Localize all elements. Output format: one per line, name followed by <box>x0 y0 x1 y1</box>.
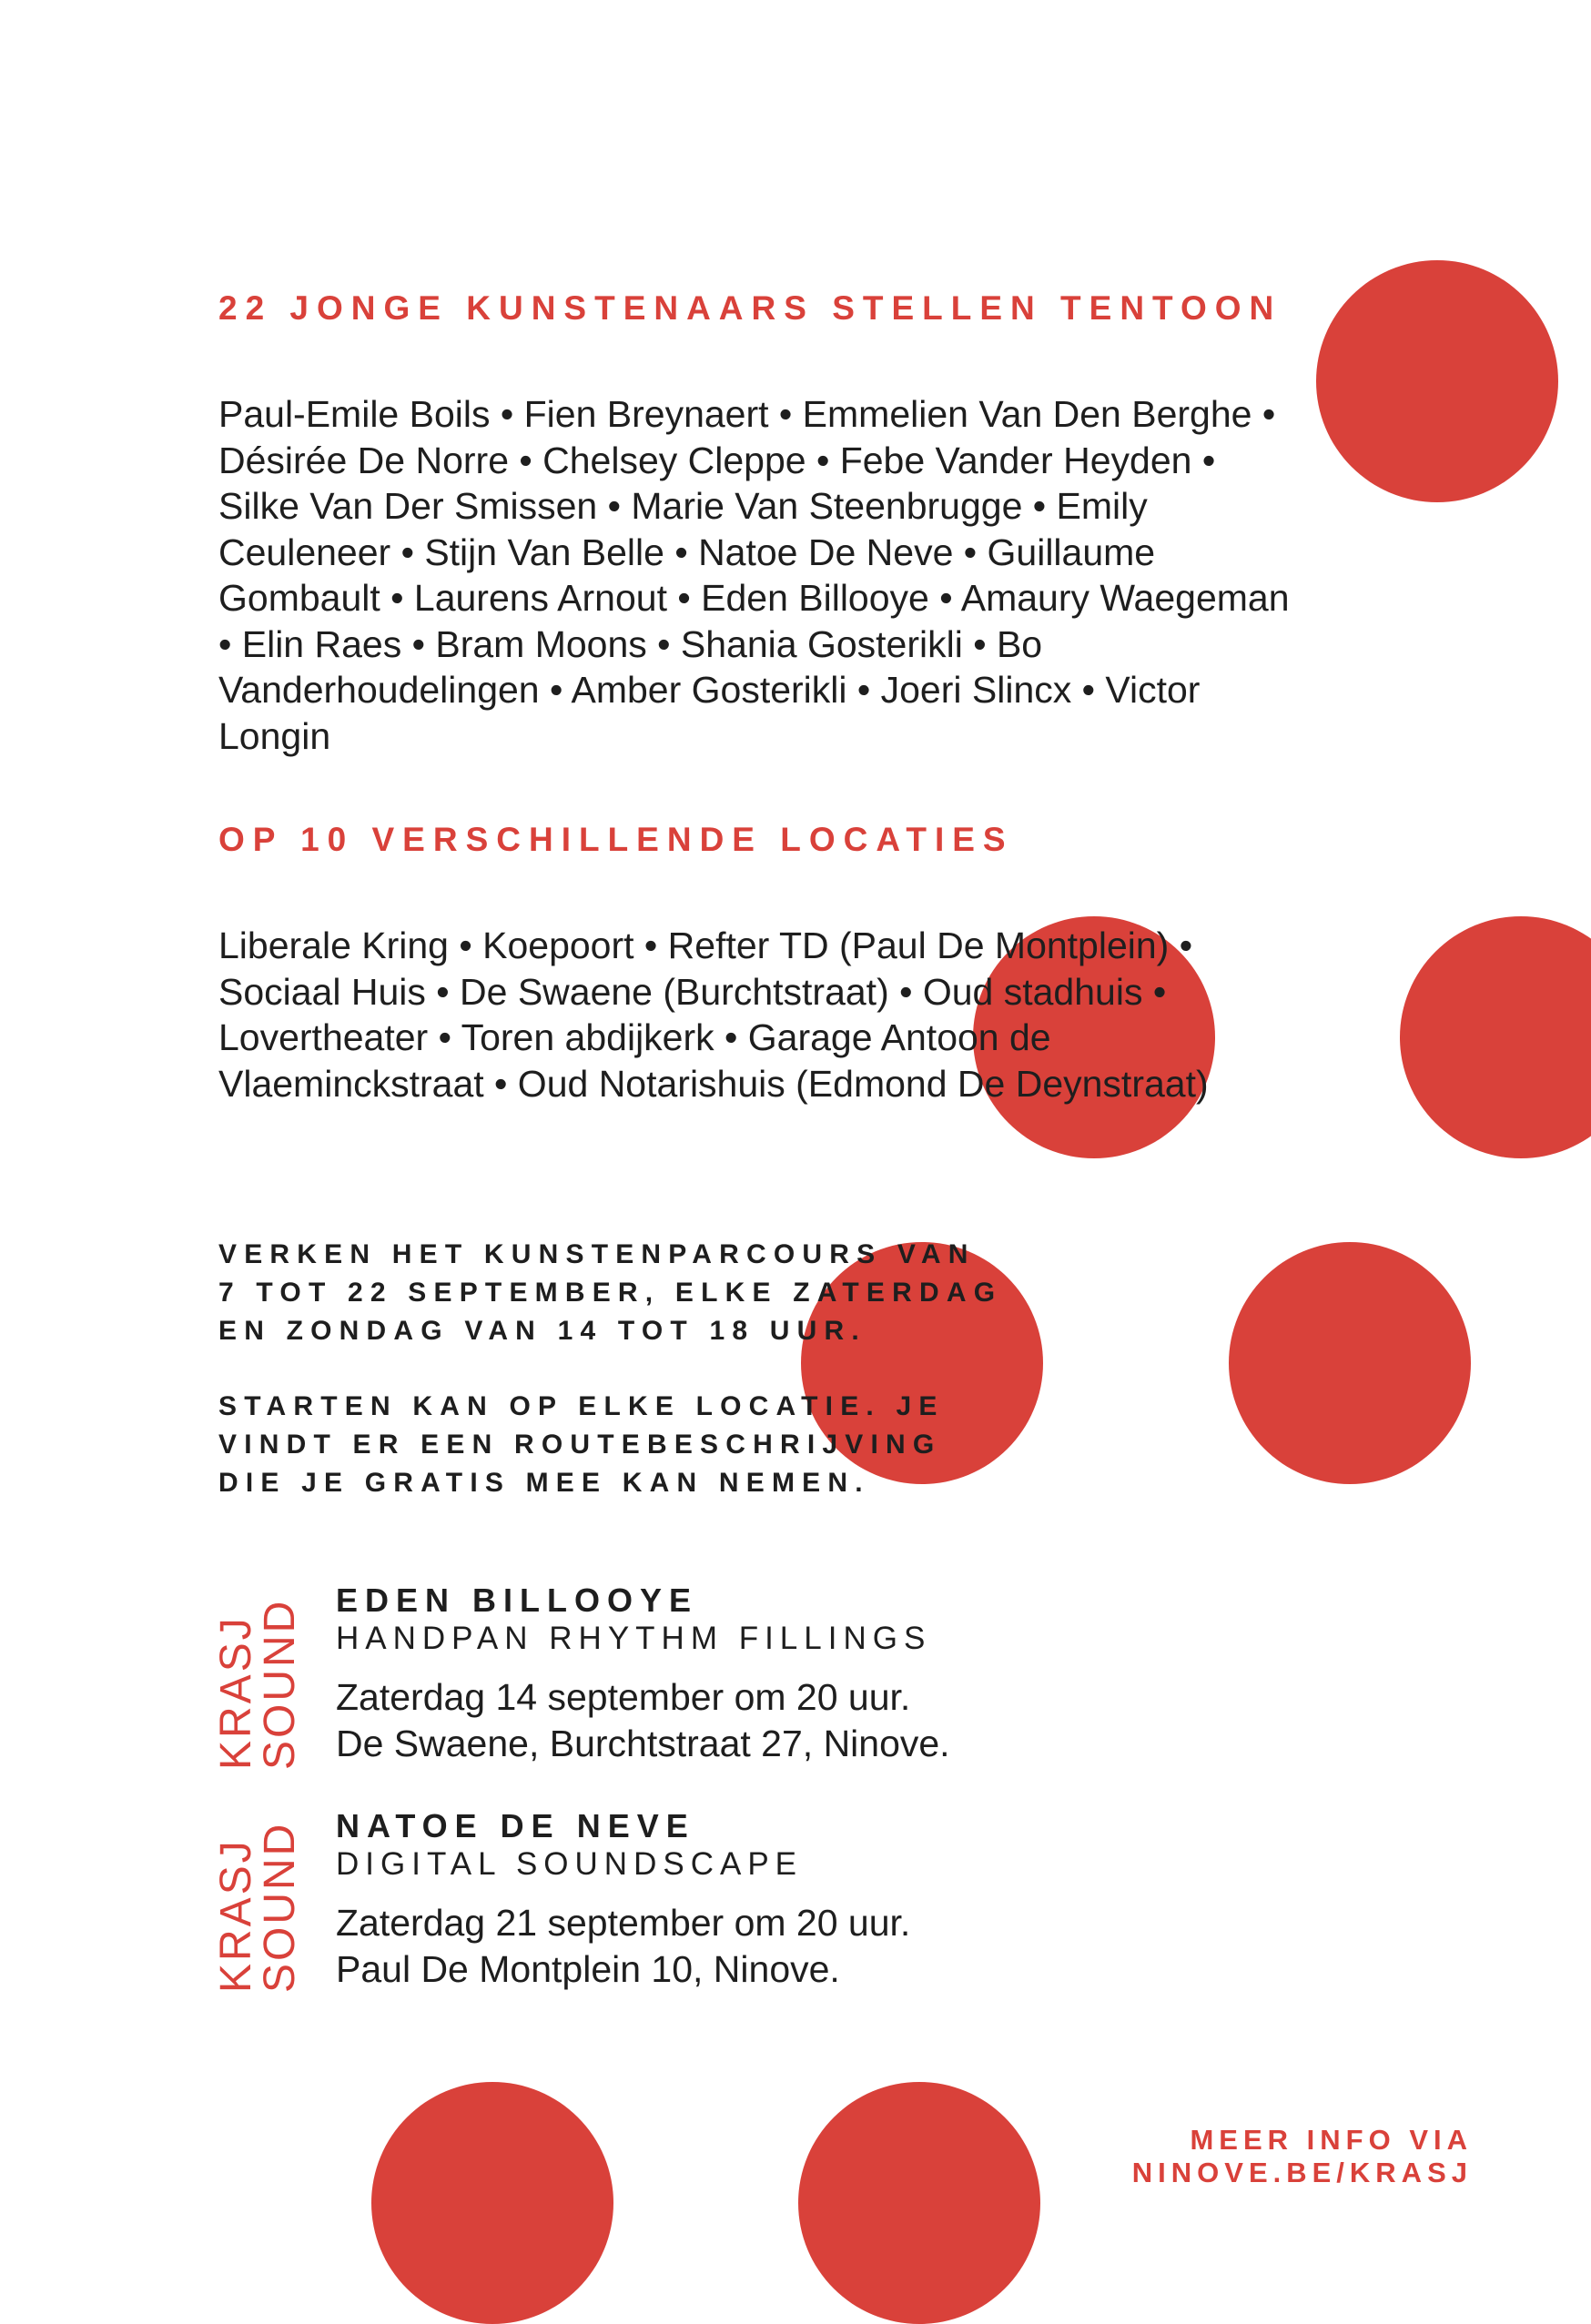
sound-label: SOUND <box>256 1821 304 1993</box>
red-dot-bottom-left <box>371 2082 613 2324</box>
concert-artist: NATOE DE NEVE <box>336 1807 695 1844</box>
krasj-label: KRASJ <box>212 1615 260 1770</box>
sound-label: SOUND <box>256 1598 304 1770</box>
concert-subtitle: DIGITAL SOUNDSCAPE <box>336 1846 804 1882</box>
concert-subtitle: HANDPAN RHYTHM FILLINGS <box>336 1621 932 1656</box>
concert-venue: De Swaene, Burchtstraat 27, Ninove. <box>336 1723 950 1764</box>
concert-date: Zaterdag 21 september om 20 uur. <box>336 1902 911 1944</box>
artists-list: Paul-Emile Boils • Fien Breynaert • Emmelien Van Den Berghe • Désirée De Norre • Chelsey Cleppe • Febe Vander Heyden • Silke Van Der Smissen • Marie Van Steenbrugge • Emily Ceuleneer • Stijn Van Belle • Natoe De Neve • Guillaume Gombault • Laurens Arnout • Eden Billooye • Amaury Waegeman • Elin Raes • Bram Moons • Shania Gosterikli • Bo Vanderhoudelingen • Amber Gosterikli • Joeri Slincx • Victor Longin <box>218 393 1290 757</box>
concert-date: Zaterdag 14 september om 20 uur. <box>336 1676 911 1718</box>
more-info-footer <box>1132 2124 1473 2189</box>
schedule-info: VERKEN HET KUNSTENPARCOURS VAN 7 TOT 22 SEPTEMBER, ELKE ZATERDAG EN ZONDAG VAN 14 TOT 18 UUR. <box>218 1239 1003 1346</box>
krasj-label: KRASJ <box>212 1838 260 1993</box>
locations-list: Liberale Kring • Koepoort • Refter TD (Paul De Montplein) • Sociaal Huis • De Swaene (Burchtstraat) • Oud stadhuis • Lovertheater • Toren abdijkerk • Garage Antoon de Vlaeminckstraat • Oud Notarishuis (Edmond De Deynstraat) <box>218 925 1209 1105</box>
start-info: STARTEN KAN OP ELKE LOCATIE. JE VINDT ER EEN ROUTEBESCHRIJVING DIE JE GRATIS MEE KAN NEMEN. <box>218 1391 945 1498</box>
red-dot-center-right <box>1229 1242 1471 1484</box>
krasj-sound-label <box>212 1524 306 1770</box>
red-dot-top-right <box>1316 260 1558 502</box>
artists-heading: 22 JONGE KUNSTENAARS STELLEN TENTOON <box>218 289 1282 327</box>
krasj-sound-label <box>212 1747 306 1993</box>
more-info-text: MEER INFO VIA <box>1190 2124 1473 2156</box>
locations-heading: OP 10 VERSCHILLENDE LOCATIES <box>218 821 1014 858</box>
concert-artist: EDEN BILLOOYE <box>336 1581 699 1619</box>
website-link[interactable]: NINOVE.BE/KRASJ <box>1131 2157 1473 2188</box>
concert-venue: Paul De Montplein 10, Ninove. <box>336 1948 840 1990</box>
red-dot-bottom-center <box>798 2082 1040 2324</box>
red-dot-right-edge <box>1400 916 1591 1158</box>
